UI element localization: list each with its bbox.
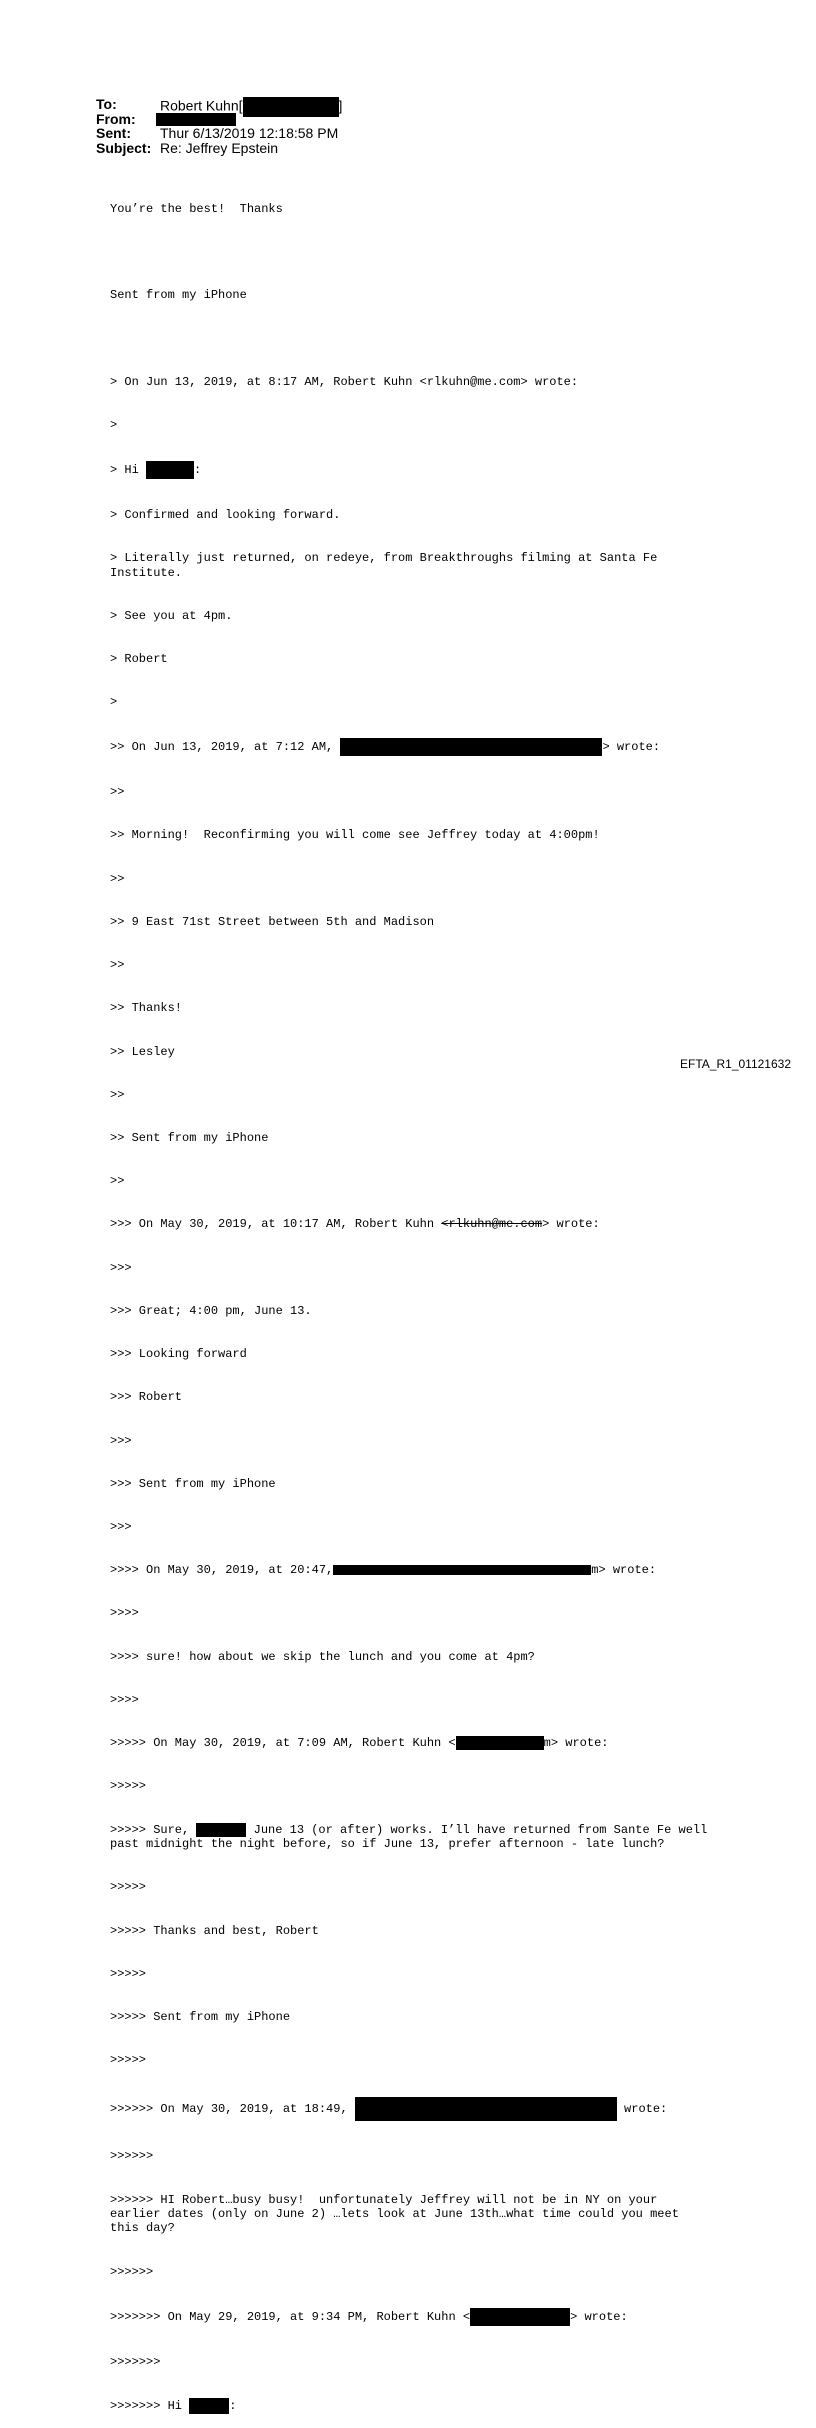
- text-segment: >>>>> On May 30, 2019, at 7:09 AM, Robert Kuhn <: [110, 1736, 456, 1751]
- body-line: >>>>>: [110, 1779, 147, 1794]
- text-segment: :: [194, 463, 202, 478]
- body-line: [110, 738, 710, 756]
- body-line: >> Thanks!: [110, 1001, 183, 1016]
- redaction-block: [340, 738, 602, 756]
- body-line: >>>: [110, 1433, 132, 1448]
- body-line: [110, 1217, 710, 1231]
- text-segment: >>>> On May 30, 2019, at 20:47,: [110, 1563, 334, 1578]
- body-line: >>> Sent from my iPhone: [110, 1476, 276, 1491]
- redaction-block: [333, 1565, 591, 1575]
- body-line: >>: [110, 958, 125, 973]
- body-line: >>>>> Sent from my iPhone: [110, 2010, 291, 2025]
- body-line: [110, 461, 710, 479]
- subject-value: Re: Jeffrey Epstein: [160, 139, 279, 156]
- text-segment: June 13 (or after) works. I’ll have returned from Sante Fe well past midnight the night before, so if June 13, prefer afternoon - late lunch?: [110, 1822, 715, 1852]
- body-line: [110, 1563, 710, 1577]
- body-line: >>>: [110, 1519, 132, 1534]
- text-segment: > wrote:: [570, 2309, 628, 2324]
- body-line: [110, 2398, 710, 2414]
- redaction-block: [470, 2308, 570, 2326]
- body-line: [110, 1822, 715, 1852]
- body-line: >>>>>>: [110, 2149, 154, 2164]
- body-line: [110, 1736, 710, 1751]
- body-line: >>>>>: [110, 2053, 147, 2068]
- body-line: >>>>>>: [110, 2264, 154, 2279]
- redaction-block: [355, 2097, 617, 2121]
- body-line: >>> Great; 4:00 pm, June 13.: [110, 1303, 312, 1318]
- body-line: >> Sent from my iPhone: [110, 1130, 269, 1145]
- sent-label: Sent:: [96, 125, 131, 141]
- body-line: >>: [110, 785, 125, 800]
- blank-line: [110, 245, 710, 259]
- text-segment: wrote:: [616, 2101, 668, 2116]
- text-segment: :: [229, 2399, 237, 2414]
- body-line: > On Jun 13, 2019, at 8:17 AM, Robert Kuhn <rlkuhn@me.com> wrote:: [110, 374, 579, 389]
- text-segment: m> wrote:: [591, 1563, 657, 1578]
- text-segment: >>>>>>> Hi: [110, 2399, 190, 2414]
- email-body: [110, 173, 715, 2428]
- text-segment: > Hi: [110, 463, 147, 478]
- to-name: Robert Kuhn[: [160, 97, 243, 114]
- redaction-block: [189, 2398, 229, 2414]
- body-line: >>>>> Thanks and best, Robert: [110, 1923, 319, 1938]
- text-segment: >>>>> Sure,: [110, 1822, 197, 1837]
- text-segment: > wrote:: [542, 1217, 600, 1232]
- body-line: > Confirmed and looking forward.: [110, 507, 341, 522]
- document-id: EFTA_R1_01121632: [680, 1057, 791, 1071]
- body-line: > Literally just returned, on redeye, from Breakthroughs filming at Santa Fe Institute.: [110, 551, 665, 580]
- body-line: [110, 2308, 710, 2326]
- text-segment: >>>>>> On May 30, 2019, at 18:49,: [110, 2101, 355, 2116]
- redaction-block: [243, 97, 339, 117]
- body-line: >>: [110, 1174, 125, 1189]
- redaction-block: [456, 1736, 544, 1750]
- body-line: > Robert: [110, 651, 168, 666]
- body-line: [110, 2097, 710, 2121]
- text-segment: >>>>>>> On May 29, 2019, at 9:34 PM, Robert Kuhn <: [110, 2309, 471, 2324]
- body-line: >: [110, 695, 118, 710]
- text-segment: > wrote:: [602, 740, 661, 755]
- body-line: >>> Robert: [110, 1390, 183, 1405]
- body-line: >>>>: [110, 1606, 139, 1621]
- body-line: You’re the best! Thanks: [110, 201, 283, 216]
- struck-email: <rlkuhn@me.com: [441, 1217, 543, 1232]
- body-line: >>: [110, 1087, 125, 1102]
- body-line: >>>>>: [110, 1966, 147, 1981]
- body-line: >: [110, 417, 118, 432]
- body-line: > See you at 4pm.: [110, 608, 233, 623]
- text-segment: >> On Jun 13, 2019, at 7:12 AM,: [110, 740, 341, 755]
- body-line: >>>>>: [110, 1880, 147, 1895]
- redaction-block: [146, 461, 194, 479]
- body-line: >>: [110, 871, 125, 886]
- text-segment: >>> On May 30, 2019, at 10:17 AM, Robert Kuhn: [110, 1217, 442, 1232]
- subject-label: Subject:: [96, 139, 152, 156]
- text-segment: m> wrote:: [543, 1736, 609, 1751]
- to-label: To:: [96, 96, 117, 112]
- blank-line: [110, 331, 710, 345]
- to-close: ]: [338, 97, 343, 114]
- body-line: >>>>>>>: [110, 2354, 161, 2369]
- body-line: >>>>: [110, 1692, 139, 1707]
- body-line: >>>> sure! how about we skip the lunch and you come at 4pm?: [110, 1649, 535, 1664]
- body-line: >> Morning! Reconfirming you will come see Jeffrey today at 4:00pm!: [110, 828, 600, 843]
- body-line: >> 9 East 71st Street between 5th and Madison: [110, 914, 435, 929]
- body-line: >>> Looking forward: [110, 1347, 247, 1362]
- body-line: >>>: [110, 1260, 132, 1275]
- from-label: From:: [96, 110, 136, 127]
- redaction-block: [196, 1823, 246, 1837]
- body-line: >> Lesley: [110, 1044, 175, 1059]
- body-line: >>>>>> HI Robert…busy busy! unfortunately Jeffrey will not be in NY on your earlier dates (only on June 2) …lets look at June 13th…what time could you meet this day?: [110, 2192, 687, 2236]
- sent-value: Thur 6/13/2019 12:18:58 PM: [160, 125, 339, 141]
- body-line: Sent from my iPhone: [110, 288, 247, 303]
